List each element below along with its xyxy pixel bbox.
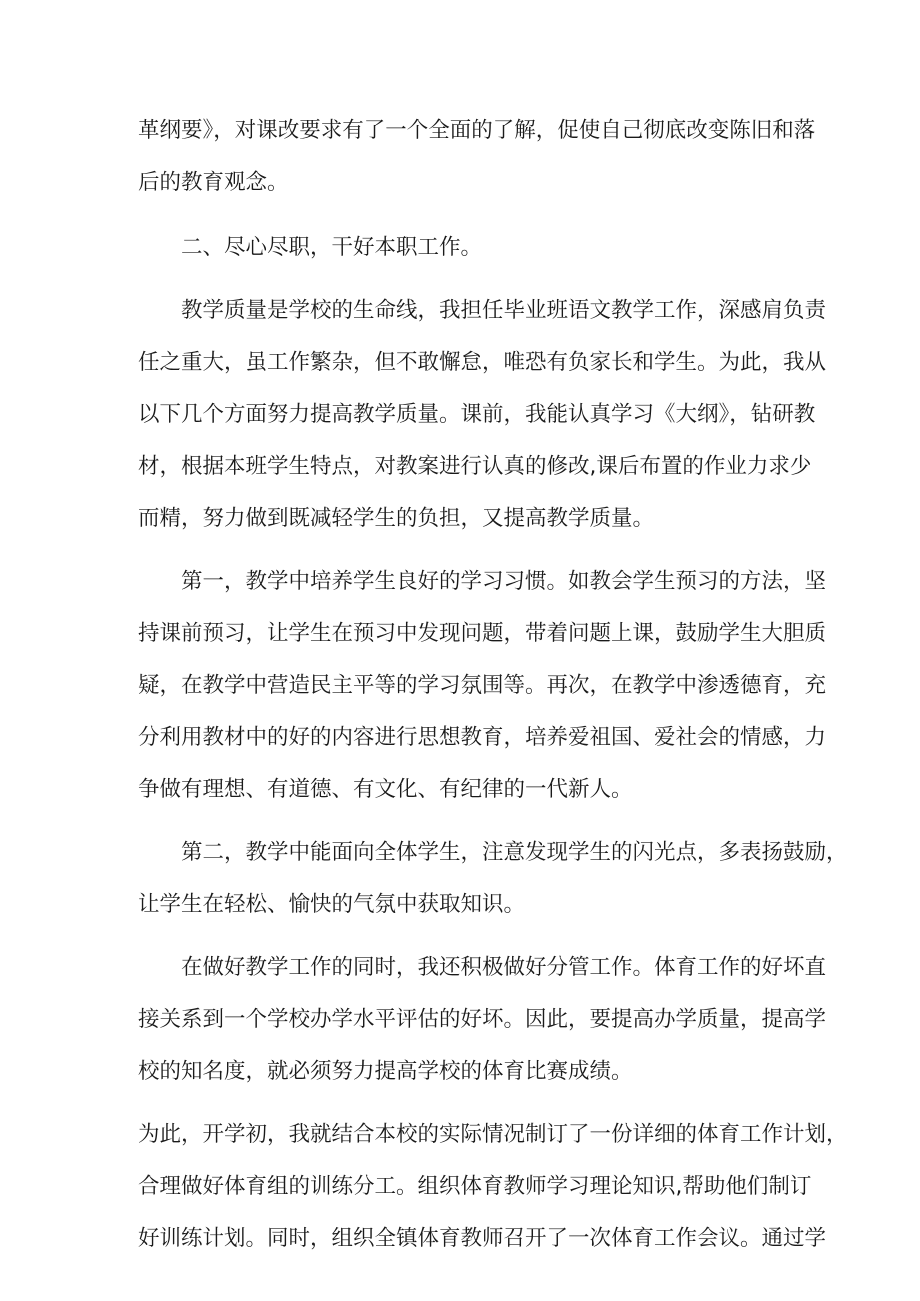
text-line: 材，根据本班学生特点，对教案进行认真的修改,课后布置的作业力求少 — [138, 454, 812, 479]
text-line: 教学质量是学校的生命线，我担任毕业班语文教学工作，深感肩负责 — [181, 298, 827, 323]
text-line: 争做有理想、有道德、有文化、有纪律的一代新人。 — [138, 777, 633, 802]
text-line: 任之重大，虽工作繁杂，但不敢懈怠，唯恐有负家长和学生。为此，我从 — [138, 350, 827, 375]
text-line: 为此，开学初，我就结合本校的实际情况制订了一份详细的体育工作计划， — [138, 1122, 848, 1147]
text-line: 让学生在轻松、愉快的气氛中获取知识。 — [138, 892, 526, 917]
text-line: 以下几个方面努力提高教学质量。课前，我能认真学习《大纲》，钻研教 — [138, 402, 816, 427]
text-line: 分利用教材中的好的内容进行思想教育，培养爱祖国、爱社会的情感，力 — [138, 725, 827, 750]
text-line: 接关系到一个学校办学水平评估的好坏。因此，要提高办学质量，提高学 — [138, 1007, 827, 1032]
text-line: 革纲要》，对课改要求有了一个全面的了解，促使自己彻底改变陈旧和落 — [138, 118, 816, 143]
section-heading: 二、尽心尽职，干好本职工作。 — [181, 235, 483, 260]
text-line: 第二，教学中能面向全体学生，注意发现学生的闪光点，多表扬鼓励， — [181, 840, 848, 865]
text-line: 疑，在教学中营造民主平等的学习氛围等。再次，在教学中渗透德育，充 — [138, 673, 827, 698]
text-line: 好训练计划。同时，组织全镇体育教师召开了一次体育工作会议。通过学 — [138, 1226, 827, 1251]
text-line: 后的教育观念。 — [138, 170, 289, 195]
text-line: 而精，努力做到既减轻学生的负担，又提高教学质量。 — [138, 506, 655, 531]
text-line: 在做好教学工作的同时，我还积极做好分管工作。体育工作的好坏直 — [181, 955, 827, 980]
text-line: 持课前预习，让学生在预习中发现问题，带着问题上课，鼓励学生大胆质 — [138, 621, 827, 646]
text-line: 合理做好体育组的训练分工。组织体育教师学习理论知识,帮助他们制订 — [138, 1174, 812, 1199]
text-line: 第一，教学中培养学生良好的学习习惯。如教会学生预习的方法，坚 — [181, 569, 827, 594]
text-line: 校的知名度，就必须努力提高学校的体育比赛成绩。 — [138, 1059, 633, 1084]
